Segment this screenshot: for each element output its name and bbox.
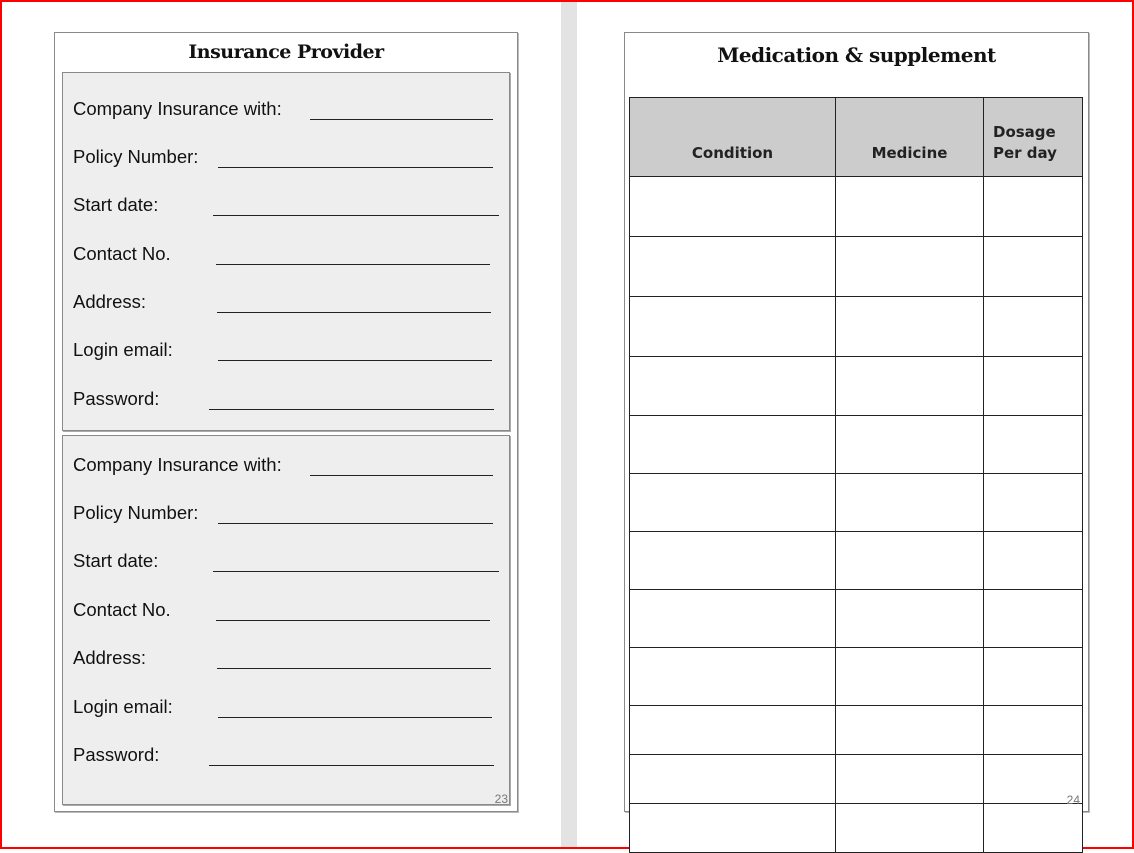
cell-dosage[interactable] xyxy=(984,648,1083,706)
cell-condition[interactable] xyxy=(630,648,836,706)
insurance-section-2 xyxy=(62,435,510,805)
field-line-start-date[interactable] xyxy=(213,215,499,216)
cell-condition[interactable] xyxy=(630,532,836,590)
table-row xyxy=(630,755,1083,804)
cell-medicine[interactable] xyxy=(836,590,984,648)
field-label-password: Password: xyxy=(73,388,160,409)
cell-condition[interactable] xyxy=(630,357,836,416)
page-medication xyxy=(624,32,1089,812)
field-line-company[interactable] xyxy=(310,119,493,120)
cell-condition[interactable] xyxy=(630,706,836,755)
field-label-contact: Contact No. xyxy=(73,599,171,620)
table-row xyxy=(630,177,1083,237)
header-dosage-line2: Per day xyxy=(993,144,1057,162)
cell-condition[interactable] xyxy=(630,804,836,853)
cell-dosage[interactable] xyxy=(984,590,1083,648)
table-row xyxy=(630,590,1083,648)
field-label-address: Address: xyxy=(73,291,147,312)
header-dosage-line1: Dosage xyxy=(993,123,1056,141)
table-row xyxy=(630,706,1083,755)
table-row xyxy=(630,416,1083,474)
cell-dosage[interactable] xyxy=(984,177,1083,237)
field-line-password[interactable] xyxy=(209,765,494,766)
table-row xyxy=(630,474,1083,532)
table-row xyxy=(630,357,1083,416)
cell-medicine[interactable] xyxy=(836,474,984,532)
cell-dosage[interactable] xyxy=(984,804,1083,853)
cell-dosage[interactable] xyxy=(984,532,1083,590)
header-condition: Condition xyxy=(630,98,836,177)
cell-medicine[interactable] xyxy=(836,532,984,590)
field-label-policy: Policy Number: xyxy=(73,502,199,523)
page-number: 23 xyxy=(494,792,508,806)
header-dosage xyxy=(984,98,1083,177)
cell-condition[interactable] xyxy=(630,297,836,357)
field-line-contact[interactable] xyxy=(216,620,490,621)
cell-condition[interactable] xyxy=(630,590,836,648)
cell-medicine[interactable] xyxy=(836,297,984,357)
table-row xyxy=(630,804,1083,853)
cell-condition[interactable] xyxy=(630,474,836,532)
cell-dosage[interactable] xyxy=(984,297,1083,357)
header-medicine: Medicine xyxy=(836,98,984,177)
field-line-policy[interactable] xyxy=(218,523,493,524)
cell-dosage[interactable] xyxy=(984,357,1083,416)
table-row xyxy=(630,648,1083,706)
cell-medicine[interactable] xyxy=(836,804,984,853)
cell-medicine[interactable] xyxy=(836,706,984,755)
cell-dosage[interactable] xyxy=(984,237,1083,297)
cell-dosage[interactable] xyxy=(984,706,1083,755)
field-label-start-date: Start date: xyxy=(73,550,159,571)
cell-condition[interactable] xyxy=(630,177,836,237)
page-title: Medication & supplement xyxy=(717,43,996,67)
insurance-section-1 xyxy=(62,72,510,431)
field-line-address[interactable] xyxy=(217,668,491,669)
field-line-login-email[interactable] xyxy=(218,717,492,718)
field-line-address[interactable] xyxy=(217,312,491,313)
field-line-password[interactable] xyxy=(209,409,494,410)
field-label-login-email: Login email: xyxy=(73,339,173,360)
cell-dosage[interactable] xyxy=(984,474,1083,532)
field-label-password: Password: xyxy=(73,744,160,765)
medication-table xyxy=(629,97,1083,853)
page-title: Insurance Provider xyxy=(188,41,384,63)
cell-condition[interactable] xyxy=(630,755,836,804)
cell-medicine[interactable] xyxy=(836,648,984,706)
table-row xyxy=(630,532,1083,590)
cell-medicine[interactable] xyxy=(836,755,984,804)
field-label-company: Company Insurance with: xyxy=(73,98,282,119)
cell-condition[interactable] xyxy=(630,416,836,474)
field-label-contact: Contact No. xyxy=(73,243,171,264)
field-label-company: Company Insurance with: xyxy=(73,454,282,475)
cell-dosage[interactable] xyxy=(984,416,1083,474)
field-label-policy: Policy Number: xyxy=(73,146,199,167)
field-label-login-email: Login email: xyxy=(73,696,173,717)
page-number: 24 xyxy=(1066,793,1080,807)
table-row xyxy=(630,237,1083,297)
table-row xyxy=(630,297,1083,357)
field-line-company[interactable] xyxy=(310,475,493,476)
field-line-policy[interactable] xyxy=(218,167,493,168)
table-header-row xyxy=(630,98,1083,177)
cell-medicine[interactable] xyxy=(836,357,984,416)
field-label-start-date: Start date: xyxy=(73,194,159,215)
field-line-contact[interactable] xyxy=(216,264,490,265)
field-label-address: Address: xyxy=(73,647,147,668)
page-gutter xyxy=(561,2,577,847)
cell-medicine[interactable] xyxy=(836,237,984,297)
cell-medicine[interactable] xyxy=(836,416,984,474)
cell-medicine[interactable] xyxy=(836,177,984,237)
cell-condition[interactable] xyxy=(630,237,836,297)
field-line-login-email[interactable] xyxy=(218,360,492,361)
field-line-start-date[interactable] xyxy=(213,571,499,572)
page-insurance-provider xyxy=(54,32,518,812)
